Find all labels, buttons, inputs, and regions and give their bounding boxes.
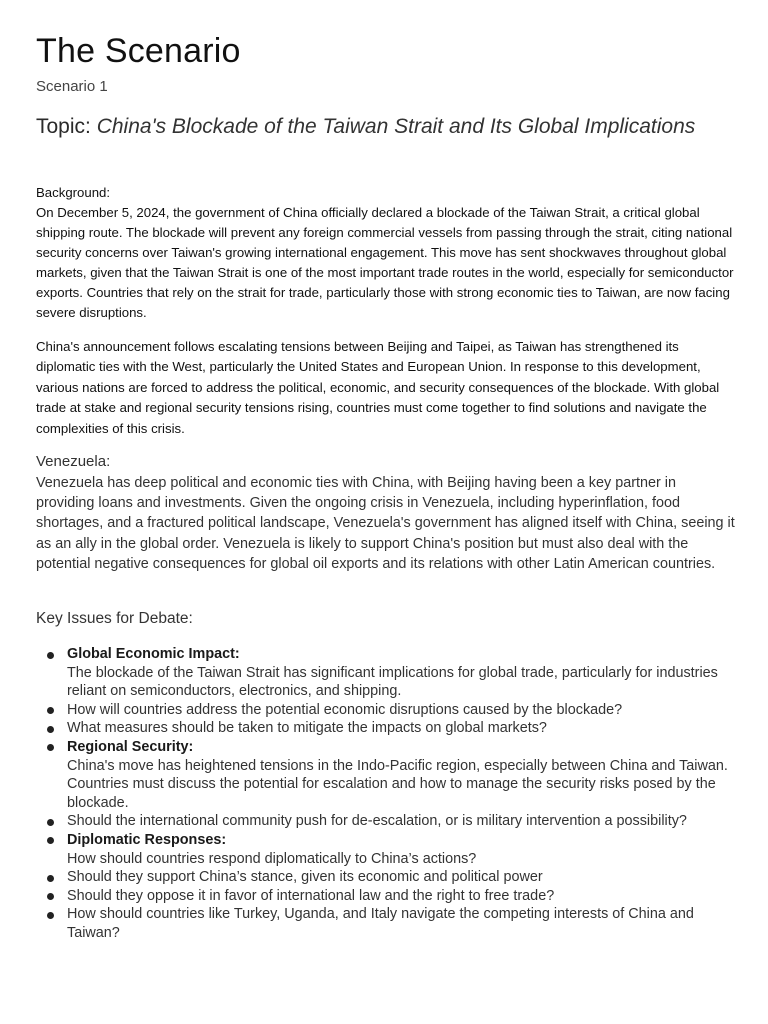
background-label: Background: [36,185,111,200]
scenario-subtitle: Scenario 1 [36,78,108,95]
list-item [36,701,736,720]
list-item [36,887,736,906]
issue-text: China's move has heightened tensions in the Indo-Pacific region, especially between China and Taiwan. Countries must discuss the potential for escalation and how to manage the security risks posed by the blockade. [67,757,728,811]
issue-heading: Global Economic Impact: [67,646,240,662]
topic-heading [36,113,696,140]
issue-text: Should they support China’s stance, given its economic and political power [67,869,543,886]
issue-text: Should the international community push for de-escalation, or is military intervention a possibility? [67,813,687,830]
bullet-icon [47,875,54,882]
bullet-icon [47,744,54,751]
issue-text: The blockade of the Taiwan Strait has significant implications for global trade, particularly for industries reliant on semiconductors, electronics, and shipping. [67,664,718,700]
background-section [36,183,736,323]
bullet-icon [47,912,54,919]
bullet-icon [47,819,54,826]
issue-text: How should countries respond diplomatically to China’s actions? [67,850,477,867]
bullet-icon [47,837,54,844]
topic-title: China's Blockade of the Taiwan Strait and Its Global Implications [96,115,696,138]
venezuela-paragraph: Venezuela has deep political and economic ties with China, with Beijing having been a key partner in providing loans and investments. Given the ongoing crisis in Venezuela, including hyperinflation, food shortages, and a fractured political landscape, Venezuela's government has aligned itself with China, seeing it as an ally in the global order. Venezuela is likely to support China's position but must also deal with the potential negative consequences for global oil exports and its relations with other Latin American countries. [36,475,735,572]
issue-text: How will countries address the potential economic disruptions caused by the blockade? [67,701,623,718]
key-issues-list [36,645,736,943]
issue-heading: Diplomatic Responses: [67,831,227,848]
background-paragraph-2: China's announcement follows escalating tensions between Beijing and Taipei, as Taiwan has strengthened its diplomatic ties with the West, particularly the United States and European Union. In response to this development, various nations are forced to address the political, economic, and security consequences of the blockade. With global trade at stake and regional security tensions rising, countries must come together to find solutions and navigate the complexities of this crisis. [36,339,720,436]
list-item [36,868,736,887]
list-item [36,738,736,812]
issue-text: How should countries like Turkey, Uganda, and Italy navigate the competing interests of China and Taiwan? [67,906,694,941]
issue-text: What measures should be taken to mitigate the impacts on global markets? [67,720,547,737]
issue-heading: Regional Security: [67,738,194,755]
list-item [36,719,736,738]
bullet-icon [47,707,54,714]
list-item [36,645,736,701]
venezuela-heading: Venezuela: [36,453,111,470]
background-paragraph-1: On December 5, 2024, the government of China officially declared a blockade of the Taiwan Strait, a critical global shipping route. The blockade will prevent any foreign commercial vessels from passing through the strait, citing national security concerns over Taiwan's growing international engagement. This move has sent shockwaves throughout global markets, given that the Taiwan Strait is one of the most important trade routes in the world, especially for semiconductor exports. Countries that rely on the strait for trade, particularly those with strong economic ties to Taiwan, are now facing severe disruptions. [36,205,734,320]
page-title: The Scenario [36,32,241,70]
topic-prefix: Topic: [36,115,97,138]
bullet-icon [47,652,54,659]
list-item [36,831,736,868]
issue-text: Should they oppose it in favor of international law and the right to free trade? [67,887,555,904]
list-item [36,812,736,831]
bullet-icon [47,893,54,900]
list-item [36,905,736,942]
bullet-icon [47,726,54,733]
key-issues-heading: Key Issues for Debate: [36,610,193,627]
